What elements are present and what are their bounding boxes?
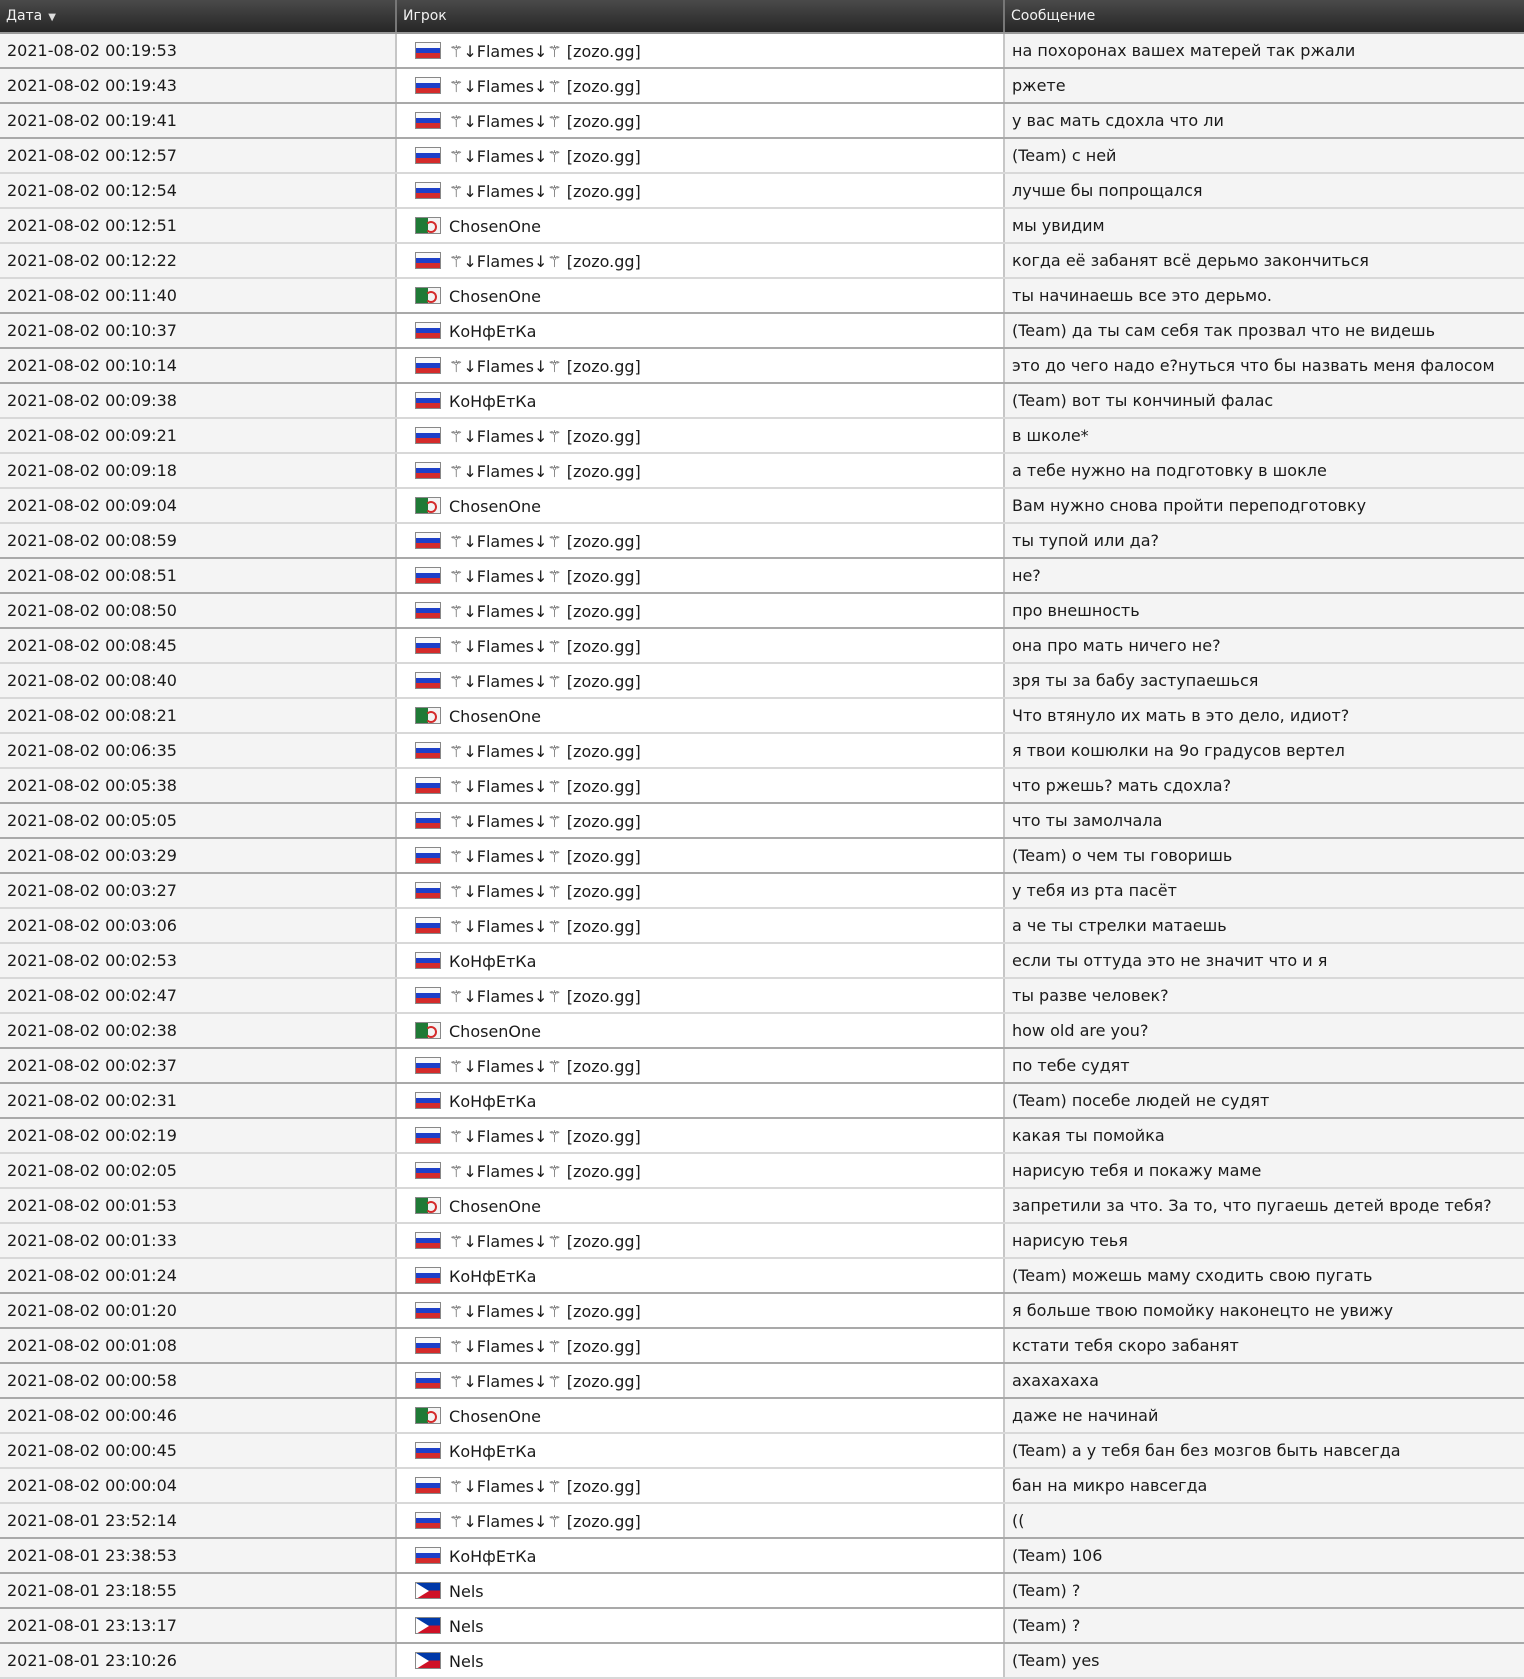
table-row — [0, 943, 1524, 978]
cell-player — [396, 383, 1004, 418]
cell-message: а тебе нужно на подготовку в шокле — [1004, 453, 1524, 488]
country-flag-icon — [415, 42, 441, 59]
country-flag-icon — [415, 182, 441, 199]
country-flag-icon — [415, 707, 441, 724]
table-row — [0, 873, 1524, 908]
country-flag-icon — [415, 882, 441, 899]
cell-player — [396, 313, 1004, 348]
cell-date: 2021-08-02 00:12:22 — [0, 243, 396, 278]
player-name-link[interactable]: ⚚↓Flames↓⚚ [zozo.gg] — [449, 671, 641, 691]
cell-date: 2021-08-02 00:05:05 — [0, 803, 396, 838]
cell-date: 2021-08-02 00:02:37 — [0, 1048, 396, 1083]
table-row — [0, 1013, 1524, 1048]
player-name-link[interactable]: ⚚↓Flames↓⚚ [zozo.gg] — [449, 916, 641, 936]
player-name-link[interactable]: ⚚↓Flames↓⚚ [zozo.gg] — [449, 986, 641, 1006]
cell-date: 2021-08-02 00:06:35 — [0, 733, 396, 768]
cell-message: когда её забанят всё дерьмо закончиться — [1004, 243, 1524, 278]
cell-player — [396, 1153, 1004, 1188]
country-flag-icon — [415, 462, 441, 479]
sort-desc-icon: ▼ — [48, 12, 56, 23]
table-row — [0, 1433, 1524, 1468]
cell-player — [396, 593, 1004, 628]
country-flag-icon — [415, 917, 441, 934]
player-name-link[interactable]: ⚚↓Flames↓⚚ [zozo.gg] — [449, 1371, 641, 1391]
player-name-link[interactable]: ⚚↓Flames↓⚚ [zozo.gg] — [449, 776, 641, 796]
cell-date: 2021-08-02 00:12:54 — [0, 173, 396, 208]
country-flag-icon — [415, 1442, 441, 1459]
cell-message: how old are you? — [1004, 1013, 1524, 1048]
table-row — [0, 418, 1524, 453]
table-row — [0, 768, 1524, 803]
cell-message: что ржешь? мать сдохла? — [1004, 768, 1524, 803]
player-name-link[interactable]: ⚚↓Flames↓⚚ [zozo.gg] — [449, 1126, 641, 1146]
player-name-link[interactable]: КоНфЕтКа — [449, 391, 537, 411]
country-flag-icon — [415, 1127, 441, 1144]
table-row — [0, 1328, 1524, 1363]
country-flag-icon — [415, 987, 441, 1004]
table-header-row — [0, 0, 1524, 33]
cell-player — [396, 943, 1004, 978]
cell-message: (Team) а у тебя бан без мозгов быть навсегда — [1004, 1433, 1524, 1468]
player-name-link[interactable]: ⚚↓Flames↓⚚ [zozo.gg] — [449, 1056, 641, 1076]
cell-player — [396, 1433, 1004, 1468]
cell-player — [396, 1503, 1004, 1538]
cell-message: (Team) вот ты кончиный фалас — [1004, 383, 1524, 418]
player-name-link[interactable]: ⚚↓Flames↓⚚ [zozo.gg] — [449, 1511, 641, 1531]
cell-date: 2021-08-01 23:10:26 — [0, 1643, 396, 1678]
table-row — [0, 453, 1524, 488]
cell-player — [396, 1328, 1004, 1363]
country-flag-icon — [415, 322, 441, 339]
player-name-link[interactable]: ⚚↓Flames↓⚚ [zozo.gg] — [449, 426, 641, 446]
cell-message: а че ты стрелки матаешь — [1004, 908, 1524, 943]
cell-message: (Team) ? — [1004, 1573, 1524, 1608]
player-name-link[interactable]: ⚚↓Flames↓⚚ [zozo.gg] — [449, 76, 641, 96]
country-flag-icon — [415, 1477, 441, 1494]
cell-message: лучше бы попрощался — [1004, 173, 1524, 208]
column-header-message-label: Сообщение — [1011, 8, 1096, 24]
player-name-link[interactable]: ⚚↓Flames↓⚚ [zozo.gg] — [449, 881, 641, 901]
country-flag-icon — [415, 1162, 441, 1179]
country-flag-icon — [415, 532, 441, 549]
player-name-link[interactable]: ⚚↓Flames↓⚚ [zozo.gg] — [449, 741, 641, 761]
table-row — [0, 803, 1524, 838]
country-flag-icon — [415, 217, 441, 234]
cell-date: 2021-08-02 00:08:21 — [0, 698, 396, 733]
cell-message: ты разве человек? — [1004, 978, 1524, 1013]
cell-message: ты начинаешь все это дерьмо. — [1004, 278, 1524, 313]
cell-player — [396, 663, 1004, 698]
table-row — [0, 68, 1524, 103]
table-row — [0, 558, 1524, 593]
cell-player — [396, 103, 1004, 138]
cell-date: 2021-08-01 23:13:17 — [0, 1608, 396, 1643]
player-name-link[interactable]: КоНфЕтКа — [449, 1091, 537, 1111]
cell-player — [396, 1573, 1004, 1608]
table-row — [0, 488, 1524, 523]
cell-player — [396, 33, 1004, 68]
player-name-link[interactable]: ChosenOne — [449, 1406, 541, 1426]
country-flag-icon — [415, 1512, 441, 1529]
cell-player — [396, 1398, 1004, 1433]
cell-message: Вам нужно снова пройти переподготовку — [1004, 488, 1524, 523]
country-flag-icon — [415, 1092, 441, 1109]
table-row — [0, 1048, 1524, 1083]
cell-date: 2021-08-02 00:03:29 — [0, 838, 396, 873]
country-flag-icon — [415, 1267, 441, 1284]
player-name-link[interactable]: КоНфЕтКа — [449, 1546, 537, 1566]
table-row — [0, 978, 1524, 1013]
player-name-link[interactable]: ⚚↓Flames↓⚚ [zozo.gg] — [449, 251, 641, 271]
column-header-message[interactable] — [1004, 0, 1524, 33]
country-flag-icon — [415, 1582, 441, 1599]
player-name-link[interactable]: ChosenOne — [449, 216, 541, 236]
cell-player — [396, 1608, 1004, 1643]
cell-player — [396, 1223, 1004, 1258]
cell-message: я больше твою помойку наконецто не увижу — [1004, 1293, 1524, 1328]
table-row — [0, 1153, 1524, 1188]
cell-player — [396, 838, 1004, 873]
player-name-link[interactable]: ⚚↓Flames↓⚚ [zozo.gg] — [449, 356, 641, 376]
country-flag-icon — [415, 497, 441, 514]
cell-message: у тебя из рта пасёт — [1004, 873, 1524, 908]
country-flag-icon — [415, 392, 441, 409]
cell-message: нарисую тебя и покажу маме — [1004, 1153, 1524, 1188]
cell-player — [396, 1363, 1004, 1398]
cell-message: мы увидим — [1004, 208, 1524, 243]
country-flag-icon — [415, 602, 441, 619]
cell-player — [396, 558, 1004, 593]
cell-message: ты тупой или да? — [1004, 523, 1524, 558]
cell-date: 2021-08-02 00:02:47 — [0, 978, 396, 1013]
cell-message: по тебе судят — [1004, 1048, 1524, 1083]
player-name-link[interactable]: ⚚↓Flames↓⚚ [zozo.gg] — [449, 461, 641, 481]
cell-date: 2021-08-02 00:09:04 — [0, 488, 396, 523]
cell-date: 2021-08-02 00:02:19 — [0, 1118, 396, 1153]
cell-date: 2021-08-02 00:10:14 — [0, 348, 396, 383]
column-header-date[interactable] — [0, 0, 396, 33]
table-row — [0, 243, 1524, 278]
cell-date: 2021-08-02 00:02:31 — [0, 1083, 396, 1118]
cell-message: нарисую теья — [1004, 1223, 1524, 1258]
player-name-link[interactable]: ⚚↓Flames↓⚚ [zozo.gg] — [449, 846, 641, 866]
table-row — [0, 33, 1524, 68]
table-row — [0, 1643, 1524, 1678]
table-body — [0, 33, 1524, 1678]
cell-message: зря ты за бабу заступаешься — [1004, 663, 1524, 698]
table-row — [0, 698, 1524, 733]
cell-message: (Team) о чем ты говоришь — [1004, 838, 1524, 873]
country-flag-icon — [415, 1652, 441, 1669]
cell-player — [396, 1188, 1004, 1223]
table-row — [0, 628, 1524, 663]
cell-date: 2021-08-02 00:01:53 — [0, 1188, 396, 1223]
cell-message: (Team) посебе людей не судят — [1004, 1083, 1524, 1118]
cell-player — [396, 1258, 1004, 1293]
player-name-link[interactable]: КоНфЕтКа — [449, 1266, 537, 1286]
table-row — [0, 663, 1524, 698]
country-flag-icon — [415, 77, 441, 94]
cell-date: 2021-08-02 00:01:20 — [0, 1293, 396, 1328]
cell-player — [396, 1643, 1004, 1678]
cell-message: бан на микро навсегда — [1004, 1468, 1524, 1503]
cell-date: 2021-08-02 00:08:50 — [0, 593, 396, 628]
player-name-link[interactable]: ChosenOne — [449, 1021, 541, 1041]
cell-message: она про мать ничего не? — [1004, 628, 1524, 663]
cell-player — [396, 768, 1004, 803]
cell-player — [396, 453, 1004, 488]
cell-player — [396, 908, 1004, 943]
column-header-player-label: Игрок — [403, 8, 447, 24]
table-row — [0, 173, 1524, 208]
player-name-link[interactable]: ⚚↓Flames↓⚚ [zozo.gg] — [449, 111, 641, 131]
cell-date: 2021-08-02 00:00:45 — [0, 1433, 396, 1468]
cell-message: на похоронах вашех матерей так ржали — [1004, 33, 1524, 68]
table-row — [0, 1608, 1524, 1643]
cell-date: 2021-08-02 00:08:45 — [0, 628, 396, 663]
cell-player — [396, 1293, 1004, 1328]
cell-date: 2021-08-01 23:52:14 — [0, 1503, 396, 1538]
table-row — [0, 1363, 1524, 1398]
cell-message: (( — [1004, 1503, 1524, 1538]
cell-date: 2021-08-02 00:12:51 — [0, 208, 396, 243]
player-name-link[interactable]: ⚚↓Flames↓⚚ [zozo.gg] — [449, 181, 641, 201]
table-row — [0, 1468, 1524, 1503]
player-name-link[interactable]: ⚚↓Flames↓⚚ [zozo.gg] — [449, 811, 641, 831]
cell-player — [396, 208, 1004, 243]
player-name-link[interactable]: ⚚↓Flames↓⚚ [zozo.gg] — [449, 531, 641, 551]
country-flag-icon — [415, 1617, 441, 1634]
player-name-link[interactable]: ⚚↓Flames↓⚚ [zozo.gg] — [449, 41, 641, 61]
country-flag-icon — [415, 252, 441, 269]
cell-message: какая ты помойка — [1004, 1118, 1524, 1153]
cell-message: не? — [1004, 558, 1524, 593]
cell-player — [396, 1118, 1004, 1153]
country-flag-icon — [415, 567, 441, 584]
cell-date: 2021-08-02 00:00:58 — [0, 1363, 396, 1398]
player-name-link[interactable]: ⚚↓Flames↓⚚ [zozo.gg] — [449, 1336, 641, 1356]
country-flag-icon — [415, 357, 441, 374]
country-flag-icon — [415, 1302, 441, 1319]
cell-player — [396, 68, 1004, 103]
cell-date: 2021-08-02 00:05:38 — [0, 768, 396, 803]
cell-date: 2021-08-02 00:09:38 — [0, 383, 396, 418]
cell-message: ахахахаха — [1004, 1363, 1524, 1398]
table-row — [0, 208, 1524, 243]
cell-message: если ты оттуда это не значит что и я — [1004, 943, 1524, 978]
column-header-player[interactable] — [396, 0, 1004, 33]
cell-date: 2021-08-02 00:02:38 — [0, 1013, 396, 1048]
table-row — [0, 733, 1524, 768]
cell-date: 2021-08-02 00:01:33 — [0, 1223, 396, 1258]
cell-message: кстати тебя скоро забанят — [1004, 1328, 1524, 1363]
cell-message: (Team) с ней — [1004, 138, 1524, 173]
country-flag-icon — [415, 147, 441, 164]
country-flag-icon — [415, 1022, 441, 1039]
table-row — [0, 1503, 1524, 1538]
table-row — [0, 523, 1524, 558]
country-flag-icon — [415, 1337, 441, 1354]
cell-player — [396, 523, 1004, 558]
cell-player — [396, 1013, 1004, 1048]
country-flag-icon — [415, 777, 441, 794]
country-flag-icon — [415, 1372, 441, 1389]
cell-date: 2021-08-02 00:02:53 — [0, 943, 396, 978]
player-name-link[interactable]: Nels — [449, 1581, 484, 1601]
cell-message: даже не начинай — [1004, 1398, 1524, 1433]
cell-date: 2021-08-02 00:03:06 — [0, 908, 396, 943]
country-flag-icon — [415, 1232, 441, 1249]
table-row — [0, 1258, 1524, 1293]
country-flag-icon — [415, 427, 441, 444]
player-name-link[interactable]: ⚚↓Flames↓⚚ [zozo.gg] — [449, 1161, 641, 1181]
country-flag-icon — [415, 952, 441, 969]
cell-date: 2021-08-02 00:08:51 — [0, 558, 396, 593]
table-row — [0, 1293, 1524, 1328]
player-name-link[interactable]: ChosenOne — [449, 286, 541, 306]
cell-player — [396, 138, 1004, 173]
cell-message: (Team) можешь маму сходить свою пугать — [1004, 1258, 1524, 1293]
cell-date: 2021-08-02 00:09:18 — [0, 453, 396, 488]
cell-player — [396, 1538, 1004, 1573]
cell-message: Что втянуло их мать в это дело, идиот? — [1004, 698, 1524, 733]
player-name-link[interactable]: КоНфЕтКа — [449, 321, 537, 341]
cell-message: это до чего надо е?нуться что бы назвать меня фалосом — [1004, 348, 1524, 383]
table-row — [0, 1223, 1524, 1258]
cell-date: 2021-08-02 00:08:59 — [0, 523, 396, 558]
player-name-link[interactable]: ⚚↓Flames↓⚚ [zozo.gg] — [449, 636, 641, 656]
cell-date: 2021-08-02 00:00:04 — [0, 1468, 396, 1503]
country-flag-icon — [415, 112, 441, 129]
cell-date: 2021-08-02 00:11:40 — [0, 278, 396, 313]
cell-message: я твои кошюлки на 9о градусов вертел — [1004, 733, 1524, 768]
cell-date: 2021-08-02 00:01:08 — [0, 1328, 396, 1363]
cell-player — [396, 803, 1004, 838]
cell-message: (Team) 106 — [1004, 1538, 1524, 1573]
table-row — [0, 1573, 1524, 1608]
cell-date: 2021-08-02 00:08:40 — [0, 663, 396, 698]
table-row — [0, 1538, 1524, 1573]
player-name-link[interactable]: ⚚↓Flames↓⚚ [zozo.gg] — [449, 1231, 641, 1251]
cell-player — [396, 243, 1004, 278]
table-row — [0, 1118, 1524, 1153]
cell-player — [396, 1083, 1004, 1118]
player-name-link[interactable]: Nels — [449, 1616, 484, 1636]
cell-player — [396, 418, 1004, 453]
cell-date: 2021-08-02 00:19:43 — [0, 68, 396, 103]
cell-message: в школе* — [1004, 418, 1524, 453]
cell-player — [396, 733, 1004, 768]
table-row — [0, 348, 1524, 383]
cell-player — [396, 628, 1004, 663]
player-name-link[interactable]: ⚚↓Flames↓⚚ [zozo.gg] — [449, 1301, 641, 1321]
player-name-link[interactable]: ChosenOne — [449, 1196, 541, 1216]
player-name-link[interactable]: КоНфЕтКа — [449, 951, 537, 971]
cell-message: про внешность — [1004, 593, 1524, 628]
player-name-link[interactable]: ⚚↓Flames↓⚚ [zozo.gg] — [449, 601, 641, 621]
player-name-link[interactable]: ⚚↓Flames↓⚚ [zozo.gg] — [449, 146, 641, 166]
cell-date: 2021-08-02 00:19:53 — [0, 33, 396, 68]
cell-player — [396, 873, 1004, 908]
cell-date: 2021-08-02 00:01:24 — [0, 1258, 396, 1293]
table-row — [0, 383, 1524, 418]
country-flag-icon — [415, 1057, 441, 1074]
table-row — [0, 838, 1524, 873]
table-row — [0, 138, 1524, 173]
table-row — [0, 313, 1524, 348]
player-name-link[interactable]: ChosenOne — [449, 706, 541, 726]
cell-message: у вас мать сдохла что ли — [1004, 103, 1524, 138]
table-row — [0, 278, 1524, 313]
cell-date: 2021-08-02 00:02:05 — [0, 1153, 396, 1188]
country-flag-icon — [415, 812, 441, 829]
cell-date: 2021-08-02 00:12:57 — [0, 138, 396, 173]
table-row — [0, 1188, 1524, 1223]
cell-date: 2021-08-02 00:19:41 — [0, 103, 396, 138]
country-flag-icon — [415, 287, 441, 304]
player-name-link[interactable]: ⚚↓Flames↓⚚ [zozo.gg] — [449, 1476, 641, 1496]
cell-message: (Team) ? — [1004, 1608, 1524, 1643]
cell-message: (Team) да ты сам себя так прозвал что не видешь — [1004, 313, 1524, 348]
country-flag-icon — [415, 1547, 441, 1564]
table-row — [0, 103, 1524, 138]
player-name-link[interactable]: ⚚↓Flames↓⚚ [zozo.gg] — [449, 566, 641, 586]
table-row — [0, 908, 1524, 943]
player-name-link[interactable]: КоНфЕтКа — [449, 1441, 537, 1461]
cell-player — [396, 278, 1004, 313]
cell-date: 2021-08-01 23:18:55 — [0, 1573, 396, 1608]
country-flag-icon — [415, 637, 441, 654]
player-name-link[interactable]: ChosenOne — [449, 496, 541, 516]
cell-message: ржете — [1004, 68, 1524, 103]
cell-date: 2021-08-02 00:03:27 — [0, 873, 396, 908]
table-row — [0, 593, 1524, 628]
table-row — [0, 1398, 1524, 1433]
country-flag-icon — [415, 847, 441, 864]
country-flag-icon — [415, 672, 441, 689]
cell-player — [396, 978, 1004, 1013]
cell-message: запретили за что. За то, что пугаешь детей вроде тебя? — [1004, 1188, 1524, 1223]
cell-date: 2021-08-02 00:09:21 — [0, 418, 396, 453]
country-flag-icon — [415, 742, 441, 759]
cell-player — [396, 173, 1004, 208]
table-row — [0, 1083, 1524, 1118]
cell-player — [396, 1468, 1004, 1503]
cell-player — [396, 698, 1004, 733]
player-name-link[interactable]: Nels — [449, 1651, 484, 1671]
cell-message: что ты замолчала — [1004, 803, 1524, 838]
cell-player — [396, 1048, 1004, 1083]
cell-date: 2021-08-01 23:38:53 — [0, 1538, 396, 1573]
country-flag-icon — [415, 1407, 441, 1424]
cell-player — [396, 488, 1004, 523]
cell-player — [396, 348, 1004, 383]
cell-date: 2021-08-02 00:00:46 — [0, 1398, 396, 1433]
cell-message: (Team) yes — [1004, 1643, 1524, 1678]
country-flag-icon — [415, 1197, 441, 1214]
column-header-date-label: Дата — [6, 8, 43, 24]
cell-date: 2021-08-02 00:10:37 — [0, 313, 396, 348]
